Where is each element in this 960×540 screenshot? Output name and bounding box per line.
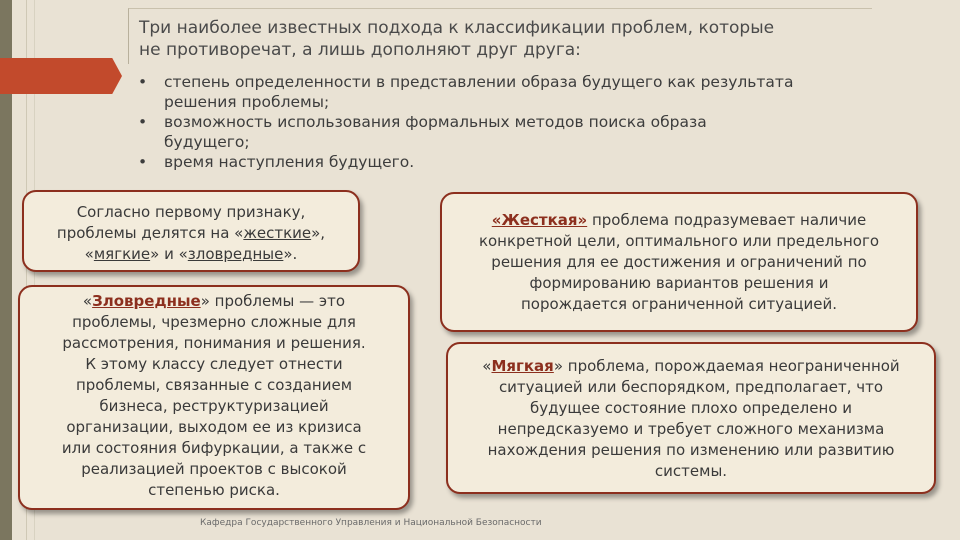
evil-problem-card: «Зловредные» проблемы — это проблемы, чрезмерно сложные для рассмотрения, понимания и решения. К этому классу следует отнести проблемы, связанные с созданием бизнеса, реструктуризацией организации, выходом ее из кризиса или состояния бифуркации, а также с реализацией проектов с высокой степенью риска. bbox=[18, 285, 410, 510]
hard-problem-card: «Жесткая» проблема подразумевает наличие конкретной цели, оптимального или предельного решения для ее достижения и ограничений по формированию вариантов решения и порождается ограниченной ситуацией. bbox=[440, 192, 918, 332]
list-item: • время наступления будущего. bbox=[138, 153, 415, 171]
accent-arrow-tab bbox=[0, 58, 122, 94]
list-item: • возможность использования формальных методов поиска образа будущего; bbox=[138, 113, 707, 151]
term-evil: Зловредные bbox=[92, 292, 201, 310]
soft-problem-card: «Мягкая» проблема, порождаемая неограниченной ситуацией или беспорядком, предполагает, что будущее состояние плохо определено и непредсказуемо и требует сложного механизма нахождения решения по изменению или развитию системы. bbox=[446, 342, 936, 494]
term-hard: жесткие bbox=[243, 224, 312, 242]
bullet-icon: • bbox=[138, 113, 148, 131]
term-soft: Мягкая bbox=[491, 357, 554, 375]
bullet-icon: • bbox=[138, 73, 148, 91]
footer-text: Кафедра Государственного Управления и Национальной Безопасности bbox=[200, 518, 542, 528]
term-evil: зловредные bbox=[187, 245, 284, 263]
term-soft: мягкие bbox=[93, 245, 151, 263]
slide-title bbox=[128, 8, 872, 64]
title-line: не противоречат, а лишь дополняют друг друга: bbox=[139, 40, 581, 60]
bullet-icon: • bbox=[138, 153, 148, 171]
first-sign-card: Согласно первому признаку, проблемы делятся на «жесткие», «мягкие» и «зловредные». bbox=[22, 190, 360, 272]
list-item: • степень определенности в представлении образа будущего как результата решения проблемы; bbox=[138, 73, 794, 111]
criteria-list bbox=[138, 72, 898, 172]
title-line: Три наиболее известных подхода к классификации проблем, которые bbox=[139, 18, 775, 38]
term-hard: «Жесткая» bbox=[491, 211, 588, 229]
